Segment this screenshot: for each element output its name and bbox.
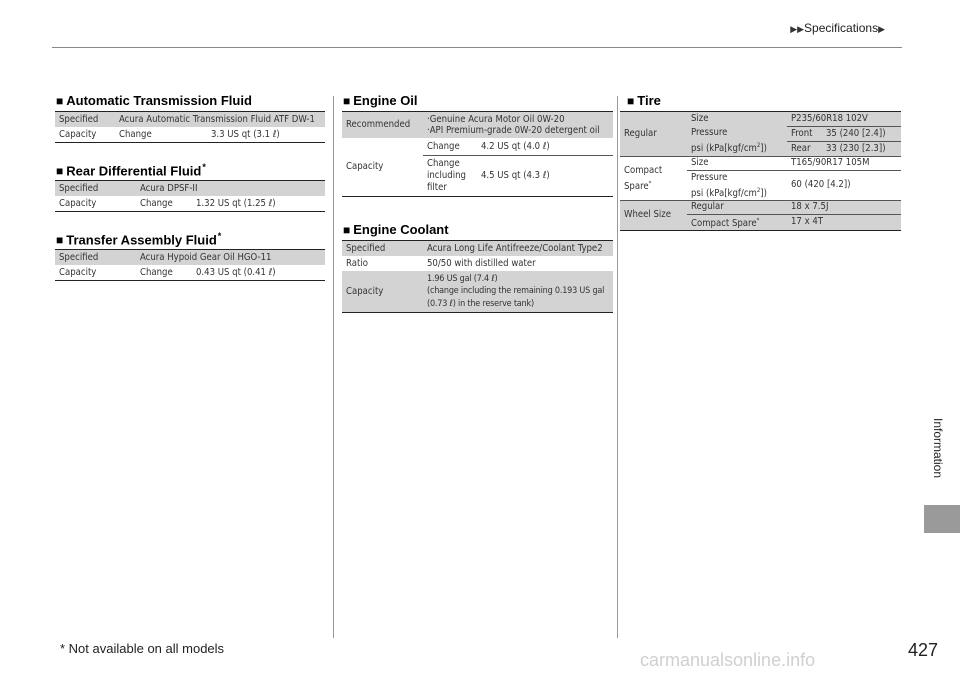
tire-wheel-compact-label: Compact Spare: [691, 217, 757, 229]
tire-wheel-regular-label: Regular: [687, 200, 787, 214]
tire-wheel-regular-value: 18 x 7.5J: [787, 200, 901, 214]
breadcrumb-end-arrow: ▶: [878, 24, 885, 34]
atf-change-label: Change: [119, 128, 152, 140]
tire-compact-size: T165/90R17 105M: [791, 157, 870, 168]
tire-regular-label: Regular: [620, 112, 687, 156]
tire-compact-mark: *: [648, 179, 652, 187]
column-divider-1: [333, 96, 334, 638]
breadcrumb-section: Specifications: [804, 21, 879, 35]
header-rule: [52, 47, 902, 48]
oil-title: Engine Oil: [353, 93, 418, 108]
tire-pressure-unit-post: ]): [760, 143, 767, 155]
atf-heading: ■ Automatic Transmission Fluid: [56, 93, 252, 108]
tire-table: [620, 112, 901, 230]
rdf-specified-value: Acura DPSF-II: [136, 181, 325, 196]
atf-table: [55, 112, 325, 142]
side-section-label: [925, 418, 953, 508]
tire-compact-size-label: Size: [691, 157, 709, 168]
tire-rear-value: 33 (230 [2.3]): [822, 141, 901, 156]
coolant-title: Engine Coolant: [353, 222, 449, 237]
footnote: * Not available on all models: [60, 641, 225, 656]
taf-title: Transfer Assembly Fluid: [66, 232, 217, 248]
coolant-bottom-rule: [342, 312, 613, 313]
tire-front-label: Front: [787, 126, 822, 141]
coolant-capacity-line3: (0.73 ℓ) in the reserve tank): [427, 298, 534, 309]
atf-bottom-rule: [55, 142, 325, 143]
breadcrumb-arrows: ▶▶: [790, 24, 805, 34]
oil-table: [342, 112, 613, 196]
atf-title: Automatic Transmission Fluid: [66, 93, 252, 108]
tire-compact-pressure-label: Pressure: [691, 171, 728, 183]
coolant-heading: ■ Engine Coolant: [343, 222, 449, 237]
atf-change-value: 3.3 US qt (3.1 ℓ): [211, 128, 280, 140]
taf-capacity-label: Capacity: [59, 266, 97, 278]
tire-compact-label-1: Compact: [624, 164, 663, 176]
oil-capacity-label: Capacity: [346, 161, 384, 173]
coolant-capacity-line2: (change including the remaining 0.193 US gal: [427, 286, 605, 297]
tire-compact-pressure: 60 (420 [4.2]): [787, 170, 901, 200]
tire-regular-size: P235/60R18 102V: [787, 112, 901, 126]
breadcrumb: [790, 21, 885, 35]
atf-specified-value: Acura Automatic Transmission Fluid ATF DW-1: [115, 112, 325, 127]
tire-title: Tire: [637, 93, 661, 108]
rdf-mark: *: [202, 162, 206, 172]
oil-change-value: 4.2 US qt (4.0 ℓ): [477, 138, 613, 155]
rdf-capacity-label: Capacity: [59, 197, 97, 209]
oil-bottom-rule: [342, 196, 613, 197]
taf-change-label: Change: [140, 266, 173, 278]
side-section-tab: [924, 505, 960, 533]
tire-bottom-rule: [620, 230, 901, 231]
column-divider-2: [617, 96, 618, 638]
oil-change-label: Change: [423, 138, 477, 155]
oil-filter-label-1: Change: [427, 157, 460, 169]
oil-recommended-label: Recommended: [342, 112, 423, 138]
tire-heading: ■ Tire: [627, 93, 661, 108]
coolant-specified-value: Acura Long Life Antifreeze/Coolant Type2: [423, 241, 613, 256]
coolant-ratio-value: 50/50 with distilled water: [427, 257, 536, 269]
coolant-capacity-line1: 1.96 US gal (7.4 ℓ): [427, 273, 498, 284]
taf-change-value: 0.43 US qt (0.41 ℓ): [196, 266, 276, 278]
oil-filter-label-3: filter: [427, 181, 447, 193]
coolant-table: [342, 241, 613, 312]
oil-recommended-line1: ·Genuine Acura Motor Oil 0W-20: [427, 113, 565, 125]
page-number: 427: [907, 640, 938, 660]
tire-pressure-unit-pre: psi (kPa[kgf/cm: [691, 143, 757, 155]
rdf-title: Rear Differential Fluid: [66, 163, 202, 179]
taf-specified-label: Specified: [55, 250, 136, 265]
tire-front-value: 35 (240 [2.4]): [822, 126, 901, 141]
taf-heading: ■ Transfer Assembly Fluid*: [56, 231, 222, 248]
tire-rear-label: Rear: [787, 141, 822, 156]
coolant-capacity-label: Capacity: [342, 271, 423, 312]
tire-wheel-compact-mark: *: [756, 216, 760, 224]
rdf-heading: ■ Rear Differential Fluid*: [56, 162, 206, 179]
tire-size-label: Size: [687, 112, 787, 126]
tire-compact-unit-post: ]): [760, 187, 767, 199]
tire-compact-unit-sup: 2: [756, 186, 761, 194]
oil-heading: ■ Engine Oil: [343, 93, 418, 108]
tire-pressure-unit-sup: 2: [756, 142, 761, 150]
coolant-specified-label: Specified: [342, 241, 423, 256]
coolant-ratio-label: Ratio: [346, 257, 368, 269]
taf-table: [55, 250, 325, 280]
rdf-bottom-rule: [55, 211, 325, 212]
taf-specified-value: Acura Hypoid Gear Oil HGO-11: [136, 250, 325, 265]
taf-bottom-rule: [55, 280, 325, 281]
tire-pressure-label: Pressure: [691, 127, 728, 139]
rdf-change-label: Change: [140, 197, 173, 209]
tire-wheel-label: Wheel Size: [620, 200, 687, 230]
tire-compact-unit-pre: psi (kPa[kgf/cm: [691, 187, 757, 199]
atf-capacity-label: Capacity: [59, 128, 97, 140]
rdf-change-value: 1.32 US qt (1.25 ℓ): [196, 197, 276, 209]
tire-wheel-compact-value: 17 x 4T: [787, 214, 901, 230]
rdf-specified-label: Specified: [55, 181, 136, 196]
oil-filter-label-2: including: [427, 169, 466, 181]
atf-specified-label: Specified: [55, 112, 115, 127]
watermark: carmanualsonline.info: [640, 650, 816, 670]
taf-mark: *: [217, 231, 222, 241]
side-section-text: Information: [931, 418, 945, 479]
rdf-table: [55, 181, 325, 211]
tire-compact-label-2: Spare: [624, 180, 649, 192]
oil-filter-value: 4.5 US qt (4.3 ℓ): [481, 169, 550, 181]
oil-recommended-line2: ·API Premium-grade 0W-20 detergent oil: [427, 124, 600, 136]
